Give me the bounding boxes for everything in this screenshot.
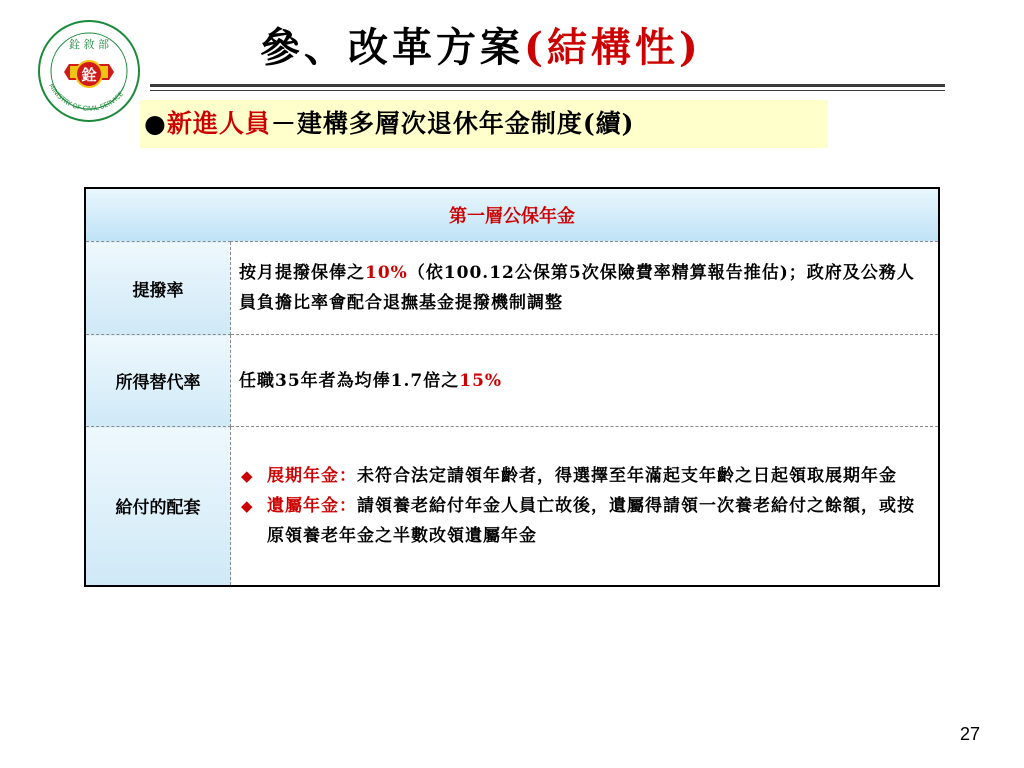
title-rule-thin — [150, 90, 945, 91]
page-number: 27 — [959, 724, 980, 744]
row-content-contribution-rate: 按月提撥保俸之10%（依100.12公保第5次保險費率精算報告推估)；政府及公務人員負擔比率會配合退撫基金提撥機制調整 — [231, 242, 940, 335]
table-row — [85, 335, 939, 427]
page-title — [260, 16, 780, 76]
table-header-row — [85, 188, 939, 242]
subtitle-red-part: 新進人員 — [166, 109, 271, 138]
subtitle-rest: －建構多層次退休年金制度(續) — [270, 109, 635, 138]
table-row — [85, 242, 939, 335]
title-paren: (結構性) — [524, 24, 702, 71]
row-content-replacement-rate: 任職35年者為均俸1.7倍之15% — [231, 335, 940, 427]
logo-center-glyph: 銓 — [81, 66, 97, 84]
payment-list — [239, 461, 930, 551]
ministry-logo — [34, 16, 144, 126]
subtitle-bullet: ● — [144, 109, 167, 138]
row-label-replacement-rate: 所得替代率 — [85, 335, 231, 427]
logo-ring-text: MINISTRY OF CIVIL SERVICE — [47, 82, 125, 113]
pension-table — [84, 187, 940, 587]
logo-top-text: 銓 敘 部 — [69, 38, 109, 51]
row-content-payment-package — [231, 427, 940, 586]
diamond-bullet-icon: ◆ — [241, 496, 254, 515]
row-label-contribution-rate: 提撥率 — [85, 242, 231, 335]
list-item: ◆ 展期年金：未符合法定請領年齡者，得選擇至年滿起支年齡之日起領取展期年金 — [239, 461, 930, 491]
list-item: ◆ 遺屬年金：請領養老給付年金人員亡故後，遺屬得請領一次養老給付之餘額，或按原領養老年金之半數改領遺屬年金 — [239, 491, 930, 551]
diamond-bullet-icon: ◆ — [241, 466, 254, 485]
title-rule-thick — [150, 84, 945, 87]
subtitle-banner — [140, 100, 828, 148]
table-row — [85, 427, 939, 586]
title-main: 參、改革方案 — [260, 24, 524, 71]
row-label-payment-package: 給付的配套 — [85, 427, 231, 586]
table-header: 第一層公保年金 — [85, 188, 939, 242]
